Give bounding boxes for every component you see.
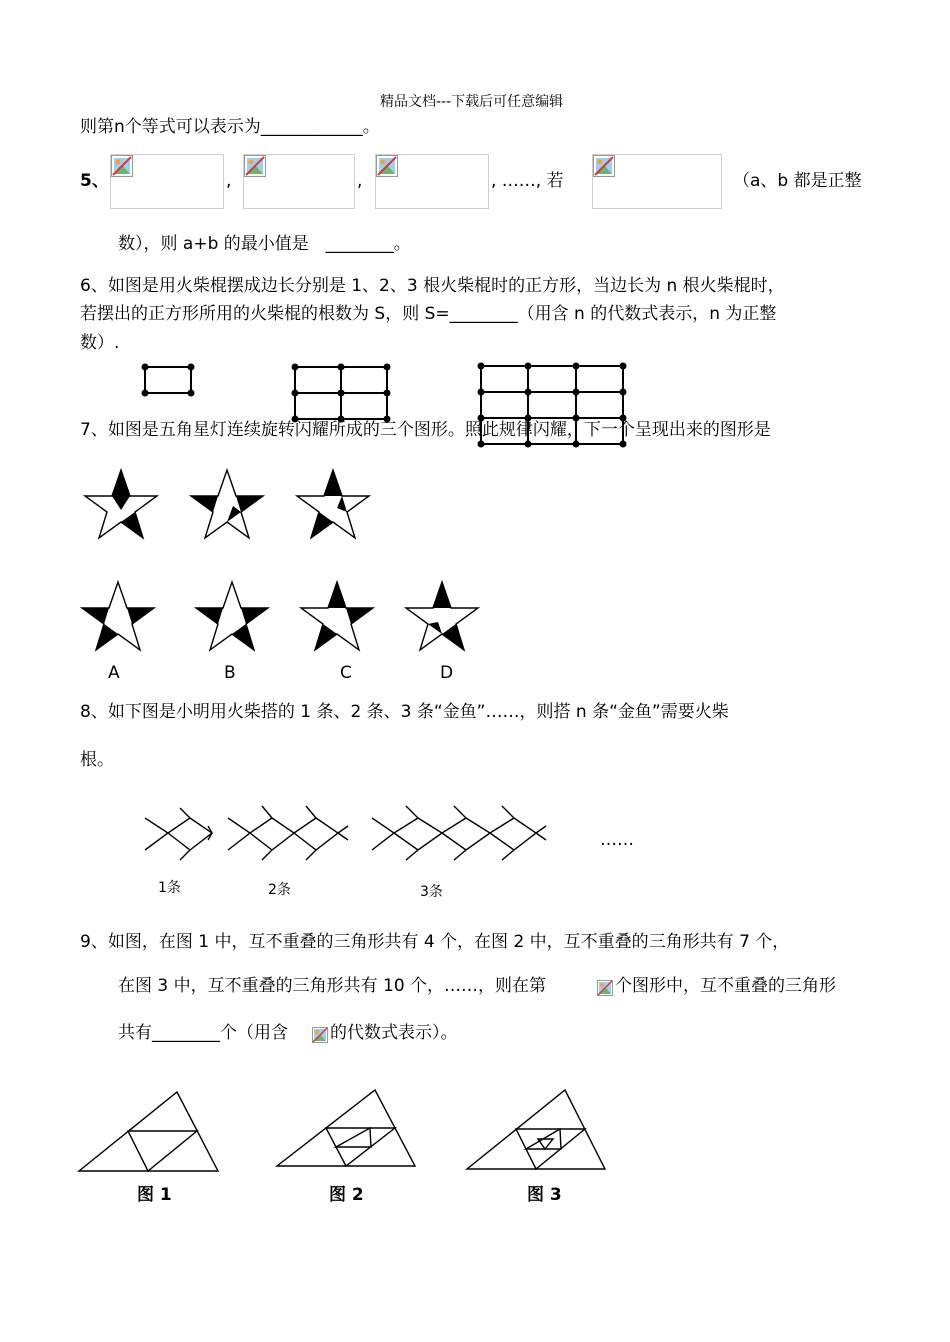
q4-tail: 则第n个等式可以表示为____________。	[80, 117, 380, 137]
q5-comma-1: ,	[226, 171, 232, 191]
option-label-c: C	[340, 663, 352, 683]
q5-number: 5、	[80, 171, 109, 191]
q9-line-1: 9、如图，在图 1 中，互不重叠的三角形共有 4 个，在图 2 中，互不重叠的三角形共有 7 个，	[80, 932, 790, 952]
q6-line-1: 6、如图是用火柴棍摆成边长分别是 1、2、3 根火柴棍时的正方形，当边长为 n 根火柴棍时，	[80, 276, 785, 296]
fig-label-1: 图 1	[137, 1185, 172, 1205]
option-label-b: B	[224, 663, 236, 683]
q8-line-2: 根。	[80, 750, 114, 770]
page-header: 精品文档---下载后可任意编辑	[380, 94, 564, 110]
q9-line-3b: 的代数式表示）。	[330, 1023, 458, 1043]
q8-line-1: 8、如下图是小明用火柴搭的 1 条、2 条、3 条“金鱼”……，则搭 n 条“金鱼”需要火柴	[80, 702, 729, 722]
q5-tail: （a、b 都是正整	[733, 171, 862, 191]
fish-ellipsis: ……	[600, 830, 634, 850]
q9-line-2b: 个图形中，互不重叠的三角形	[615, 976, 836, 996]
q6-line-2: 若摆出的正方形所用的火柴棍的根数为 S，则 S=________（用含 n 的代数式表示，n 为正整	[80, 304, 777, 324]
fig-label-3: 图 3	[527, 1185, 562, 1205]
q7-text: 7、如图是五角星灯连续旋转闪耀所成的三个图形。照此规律闪耀，下一个呈现出来的图形是	[80, 420, 771, 440]
q9-line-3a: 共有________个（用含	[118, 1023, 288, 1043]
q5-ellipsis-if: , ……, 若	[491, 171, 564, 191]
option-label-a: A	[108, 663, 120, 683]
fish-label-3: 3条	[420, 884, 443, 900]
fish-label-2: 2条	[268, 882, 291, 898]
q6-line-3: 数）.	[80, 333, 120, 353]
q5-line-2: 数），则 a+b 的最小值是 ________。	[118, 234, 411, 254]
option-label-d: D	[440, 663, 454, 683]
q5-comma-2: ,	[357, 171, 363, 191]
fish-label-1: 1条	[158, 880, 181, 896]
q9-line-2a: 在图 3 中，互不重叠的三角形共有 10 个，……，则在第	[118, 976, 547, 996]
fig-label-2: 图 2	[329, 1185, 364, 1205]
